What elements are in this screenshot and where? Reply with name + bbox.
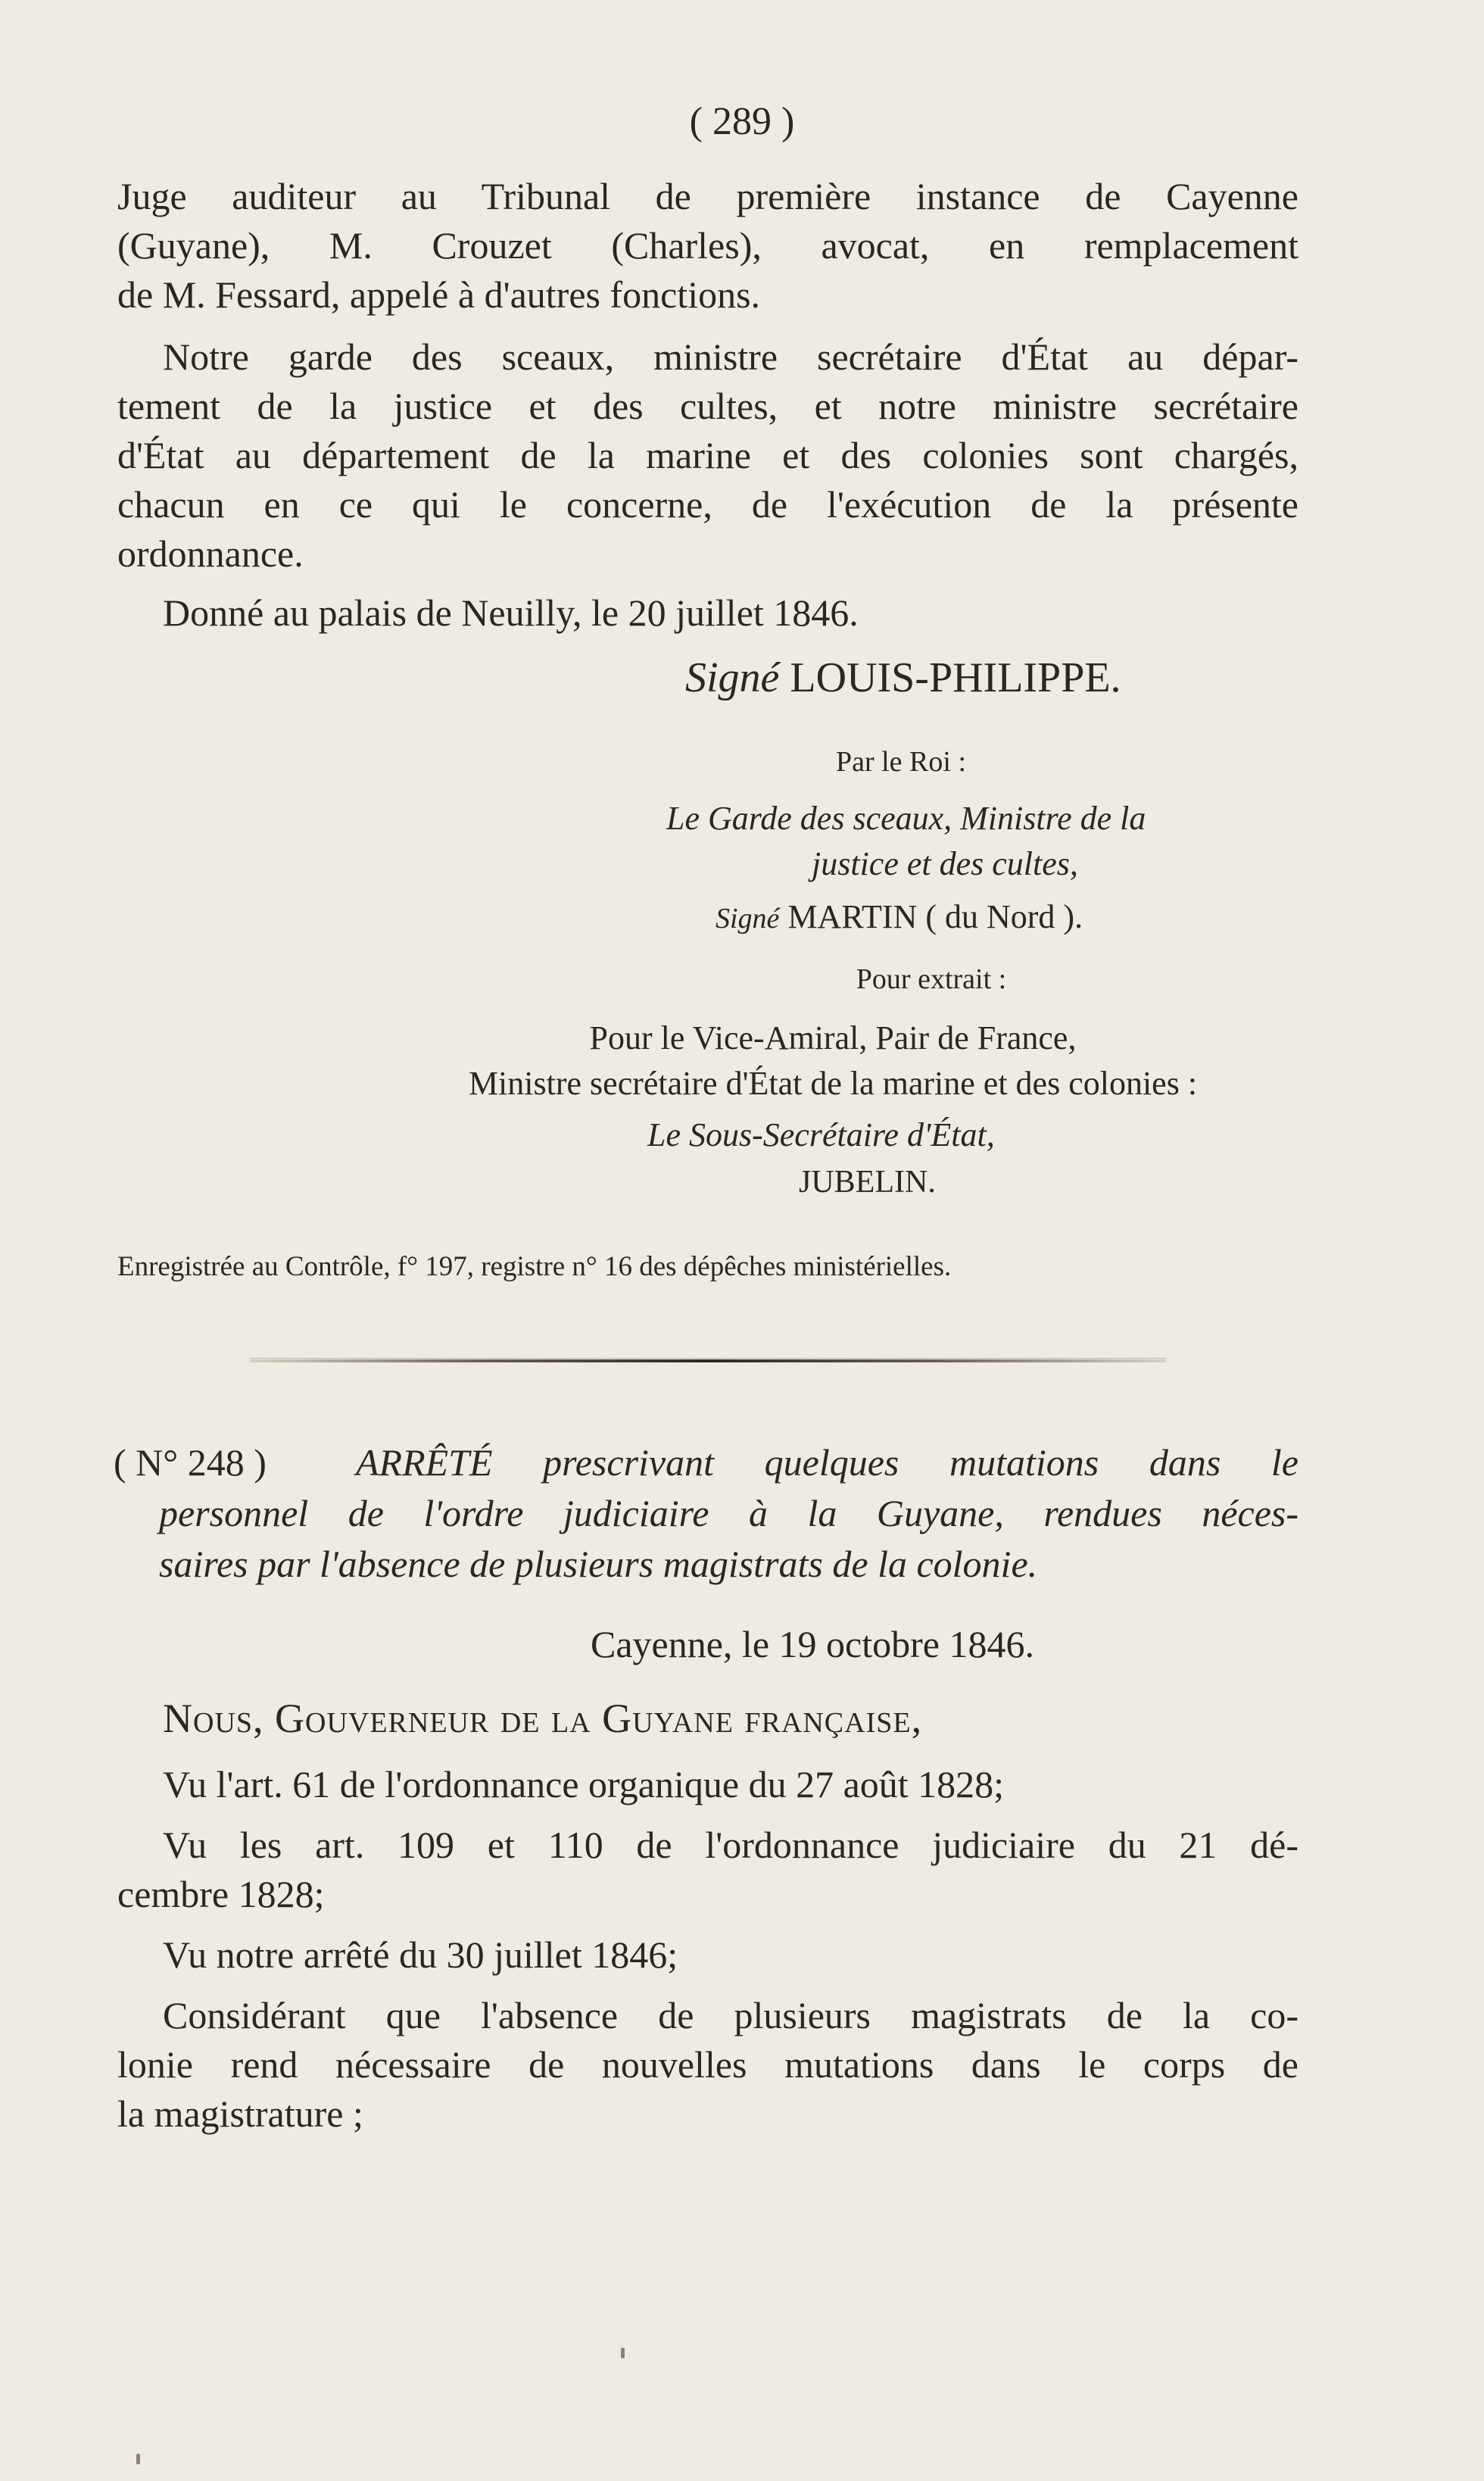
garde-line-2: justice et des cultes, [812,845,1078,882]
considerant-line: la magistrature ; [117,2092,363,2135]
body-line: ordonnance. [117,532,304,575]
nous-gouverneur: Nous, Gouverneur de la Guyane française, [163,1696,923,1741]
vu-line: Vu notre arrêté du 30 juillet 1846; [163,1933,678,1976]
par-le-roi: Par le Roi : [835,746,967,778]
arrete-title-line: saires par l'absence de plusieurs magistrats de la colonie. [159,1543,1038,1585]
considerant-line: Considérant que l'absence de plusieurs magistrats de la co- [163,1994,1298,2036]
garde-line-1: Le Garde des sceaux, Ministre de la [666,800,1146,837]
cayenne-date: Cayenne, le 19 octobre 1846. [591,1623,1034,1665]
body-line: (Guyane), M. Crouzet (Charles), avocat, en remplacement [117,224,1298,267]
martin-signe: Signé [716,903,780,935]
vu-line: Vu les art. 109 et 110 de l'ordonnance judiciaire du 21 dé- [163,1824,1298,1866]
vice-amiral-line: Pour le Vice-Amiral, Pair de France, [589,1019,1077,1056]
arrete-title-line: ARRÊTÉ prescrivant quelques mutations dans le [356,1441,1298,1484]
body-line: Juge auditeur au Tribunal de première instance de Cayenne [117,175,1298,217]
paper-speck [621,2348,625,2358]
ministre-marine-line: Ministre secrétaire d'État de la marine et des colonies : [468,1065,1198,1102]
body-line: chacun en ce qui le concerne, de l'exécution de la présente [117,483,1298,526]
jubelin: JUBELIN. [799,1165,936,1200]
body-line: tement de la justice et des cultes, et notre ministre secrétaire [117,385,1298,427]
vu-line: Vu l'art. 61 de l'ordonnance organique du 27 août 1828; [163,1763,1005,1805]
paper-speck [136,2454,140,2464]
considerant-line: lonie rend nécessaire de nouvelles mutations dans le corps de [117,2043,1298,2086]
arrete-title-line: personnel de l'ordre judiciaire à la Guyane, rendues néces- [159,1492,1298,1534]
signature-name: LOUIS-PHILIPPE. [790,654,1121,701]
date-line: Donné au palais de Neuilly, le 20 juillet 1846. [163,591,859,634]
sous-secretaire: Le Sous-Secrétaire d'État, [647,1116,995,1153]
pour-extrait: Pour extrait : [856,963,1007,995]
signe-word: Signé [685,654,780,701]
body-line: Notre garde des sceaux, ministre secrétaire d'État au dépar- [163,335,1298,378]
body-line: d'État au département de la marine et des colonies sont chargés, [117,434,1298,476]
vu-line: cembre 1828; [117,1873,325,1915]
page-number: ( 289 ) [689,100,795,143]
signature-block [685,654,1291,701]
body-line: de M. Fessard, appelé à d'autres fonctions. [117,273,761,316]
martin-signature [716,894,1291,942]
arrete-number: ( N° 248 ) [114,1441,267,1484]
martin-name: MARTIN ( du Nord ). [787,898,1083,935]
enregistree-note: Enregistrée au Contrôle, f° 197, registre n° 16 des dépêches ministérielles. [117,1251,952,1282]
section-divider [250,1359,1166,1362]
